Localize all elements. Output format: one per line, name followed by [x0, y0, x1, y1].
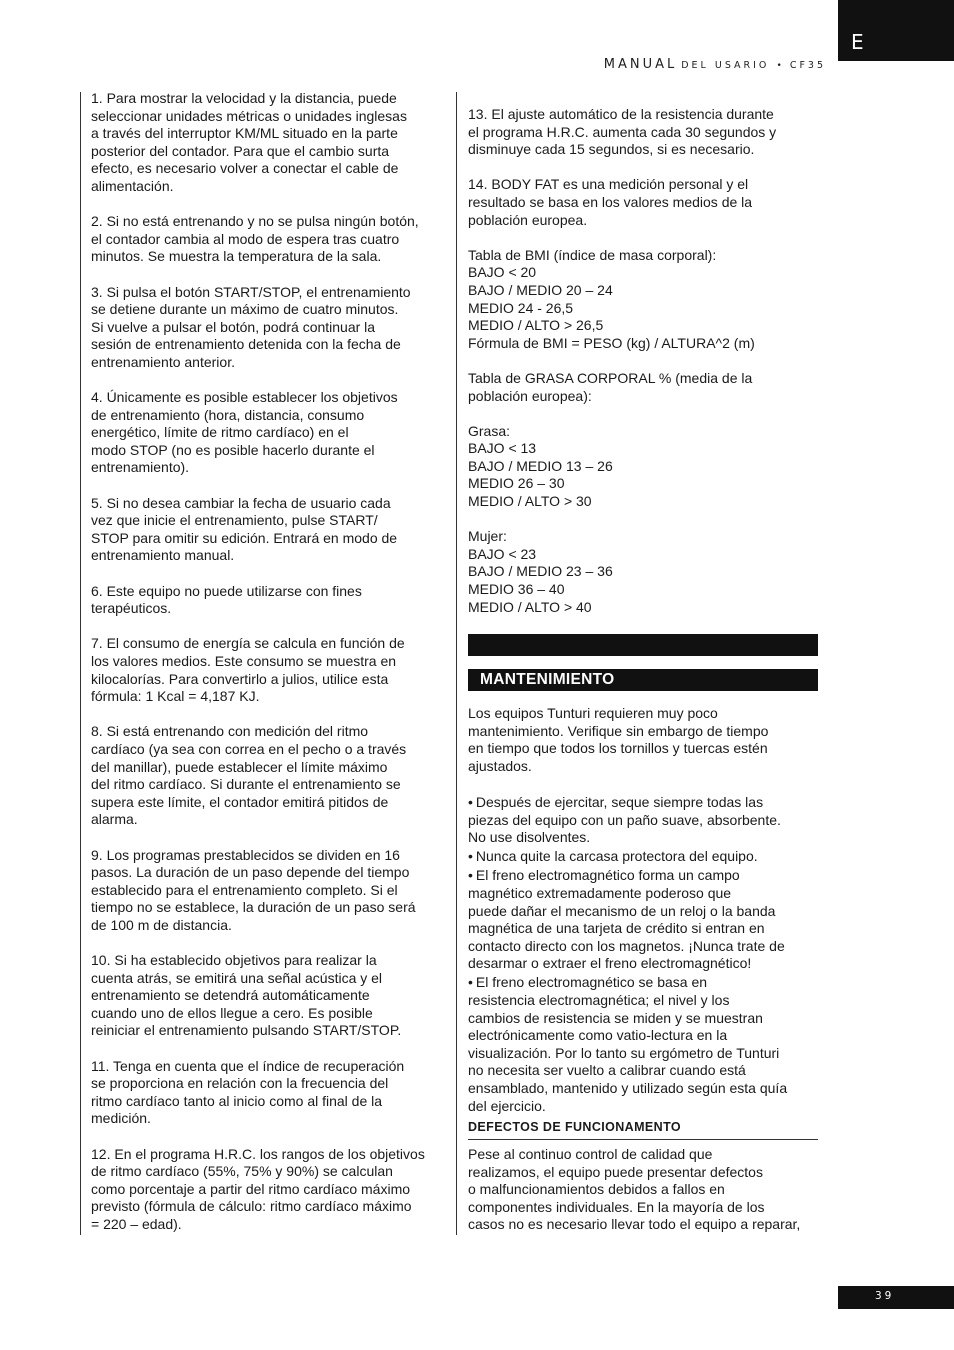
page-header — [604, 53, 826, 72]
defects-heading: DEFECTOS DE FUNCIONAMENTO — [468, 1120, 818, 1140]
page-number: 39 — [875, 1290, 895, 1302]
left-column-rule — [80, 92, 81, 1235]
note-4: 4. Únicamente es posible establecer los objetivos de entrenamiento (hora, distancia, consumo energético, límite de ritmo cardíaco) en el modo STOP (no es posible hacerlo durante el entrenamiento). — [91, 389, 398, 476]
maintenance-bullets — [468, 794, 820, 1115]
body-fat-mujer: Mujer: BAJO < 23 BAJO / MEDIO 23 – 36 MEDIO 36 – 40 MEDIO / ALTO > 40 — [468, 528, 613, 615]
left-column — [91, 90, 443, 1234]
header-model: CF35 — [789, 60, 826, 71]
page-number-bar — [838, 1286, 954, 1309]
note-10: 10. Si ha establecido objetivos para realizar la cuenta atrás, se emitirá una señal acústica y el entrenamiento se detendrá automáticamente cuando uno de ellos llegue a cero. Es posible reiniciar el entrenamiento pulsando START/STOP. — [91, 952, 402, 1039]
language-tab — [838, 0, 954, 61]
note-13: 13. El ajuste automático de la resistencia durante el programa H.R.C. aumenta cada 30 segundos y disminuye cada 15 segundos, si es necesario. — [468, 106, 777, 158]
note-12: 12. En el programa H.R.C. los rangos de los objetivos de ritmo cardíaco (55%, 75% y 90%) se calculan como porcentaje a partir del ritmo cardíaco máximo previsto (fórmula de cálculo: ritmo cardíaco máximo = 220 – edad). — [91, 1145, 425, 1232]
body-fat-table-title: Tabla de GRASA CORPORAL % (media de la población europea): — [468, 369, 753, 404]
maintenance-bullet-3: • El freno electromagnético forma un campo magnético extremadamente poderoso que puede dañar el mecanismo de un reloj o la banda magnética de una tarjeta de crédito si entran en contacto directo con los magnetos. ¡Nunca trate de desarmar o extraer el freno electromagnético! — [468, 867, 820, 973]
defects-text: Pese al continuo control de calidad que realizamos, el equipo puede presentar defectos o malfuncionamientos debidos a fallos en componentes individuales. En la mayoría de los casos no es necesario llevar todo el equipo a reparar, — [468, 1146, 801, 1233]
note-3: 3. Si pulsa el botón START/STOP, el entrenamiento se detiene durante un máximo de cuatro minutos. Si vuelve a pulsar el botón, podrá continuar la sesión de entrenamiento detenida con la fecha de entrenamiento anterior. — [91, 283, 411, 370]
middle-column-rule — [456, 92, 457, 1235]
note-7: 7. El consumo de energía se calcula en función de los valores medios. Este consumo se muestra en kilocalorías. Para convertirlo a julios, utilice esta fórmula: 1 Kcal = 4,187 KJ. — [91, 635, 405, 705]
defects-block — [468, 1146, 820, 1234]
maintenance-bullet-4: • El freno electromagnético se basa en resistencia electromagnética; el nivel y los cambios de resistencia se miden y se muestran electrónicamente como vatio-lectura en la visualización. Por lo tanto su ergómetro de Tunturi no necesita ser vuelto a calibrar cuando está ensamblado, mantenido y utilizado según esta quía del ejercicio. — [468, 974, 820, 1115]
maintenance-bullet-2: • Nunca quite la carcasa protectora del equipo. — [468, 848, 820, 866]
header-manual: MANUAL — [603, 57, 678, 72]
header-subtitle: DEL USARIO — [681, 60, 770, 71]
section-divider-bar — [468, 634, 818, 656]
note-2: 2. Si no está entrenando y no se pulsa ningún botón, el contador cambia al modo de espera tras cuatro minutos. Se muestra la temperatura de la sala. — [91, 213, 419, 265]
language-letter: E — [851, 30, 864, 54]
bmi-table: Tabla de BMI (índice de masa corporal): BAJO < 20 BAJO / MEDIO 20 – 24 MEDIO 24 - 26,5 MEDIO / ALTO > 26,5 Fórmula de BMI = PESO (kg) / ALTURA^2 (m) — [468, 246, 755, 351]
right-column — [468, 106, 820, 616]
maintenance-heading: MANTENIMIENTO — [468, 669, 818, 691]
note-11: 11. Tenga en cuenta que el índice de recuperación se proporciona en relación con la frecuencia del ritmo cardíaco tanto al inicio como al final de la medición. — [91, 1057, 405, 1127]
note-1: 1. Para mostrar la velocidad y la distancia, puede seleccionar unidades métricas o unidades inglesas a través del interruptor KM/ML situado en la parte posterior del contador. Para que el cambio surta efecto, es necesario volver a conectar el cable de alimentación. — [91, 90, 407, 194]
note-14: 14. BODY FAT es una medición personal y el resultado se basa en los valores medios de la población europea. — [468, 176, 753, 228]
maintenance-intro-block — [468, 705, 820, 775]
maintenance-intro: Los equipos Tunturi requieren muy poco mantenimiento. Verifique sin embargo de tiempo en tiempo que todos los tornillos y tuercas estén ajustados. — [468, 705, 769, 774]
note-8: 8. Si está entrenando con medición del ritmo cardíaco (ya sea con correa en el pecho o a través del manillar), puede establecer el límite máximo del ritmo cardíaco. Si durante el entrenamiento se supera este límite, el contador emitirá pitidos de alarma. — [91, 723, 407, 828]
maintenance-bullet-1: • Después de ejercitar, seque siempre todas las piezas del equipo con un paño suave, absorbente. No use disolventes. — [468, 794, 820, 847]
body-fat-grasa: Grasa: BAJO < 13 BAJO / MEDIO 13 – 26 MEDIO 26 – 30 MEDIO / ALTO > 30 — [468, 422, 613, 510]
note-9: 9. Los programas prestablecidos se dividen en 16 pasos. La duración de un paso depende del tiempo establecido para el entrenamiento completo. Si el tiempo no se establece, la duración de un paso será de 100 m de distancia. — [91, 846, 416, 933]
note-5: 5. Si no desea cambiar la fecha de usuario cada vez que inicie el entrenamiento, pulse START/ STOP para omitir su edición. Entrará en modo de entrenamiento manual. — [91, 494, 398, 564]
header-bullet: • — [776, 61, 782, 71]
note-6: 6. Este equipo no puede utilizarse con fines terapéuticos. — [91, 582, 362, 617]
